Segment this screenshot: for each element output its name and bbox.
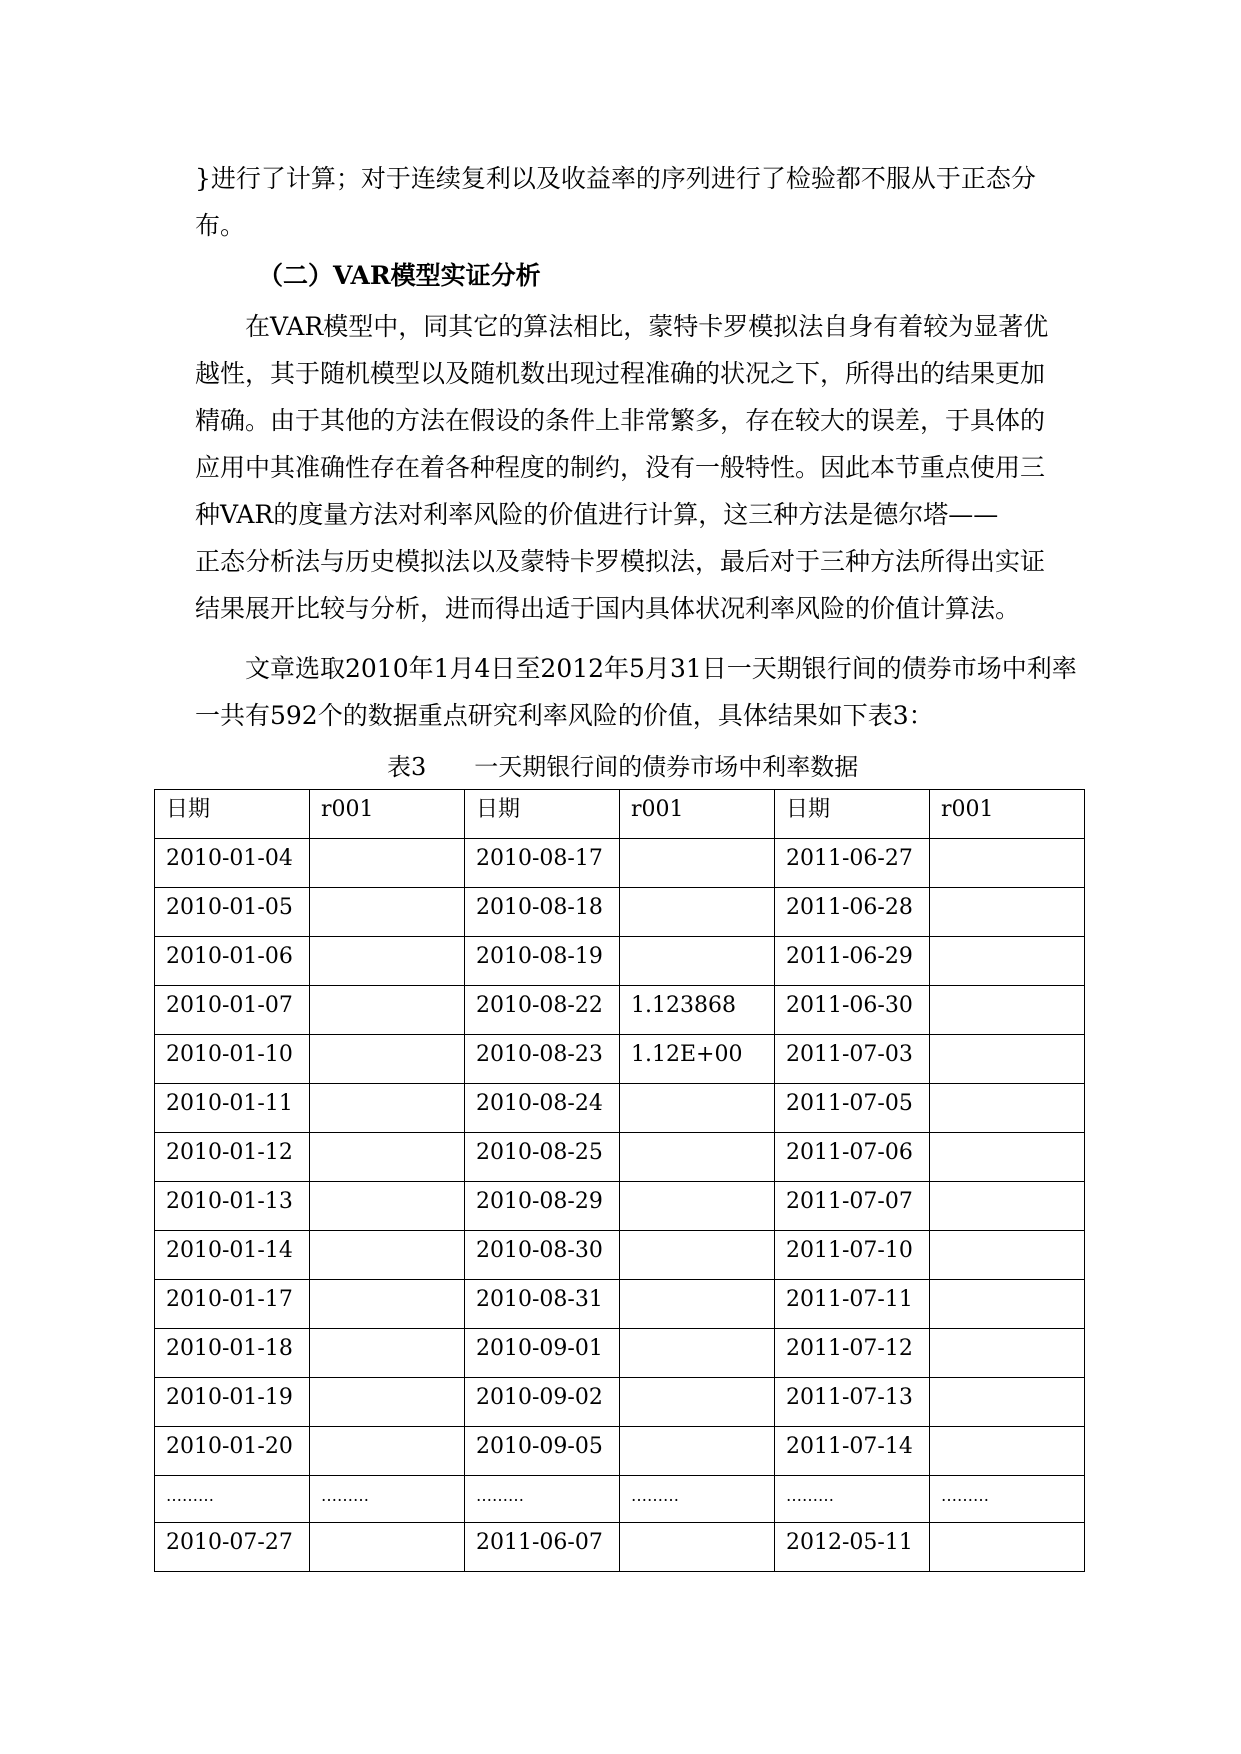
r001-cell <box>930 1035 1085 1084</box>
r001-cell <box>930 1182 1085 1231</box>
r001-cell <box>930 986 1085 1035</box>
date-cell: ……… <box>155 1476 310 1523</box>
paragraph-1 <box>195 155 1055 249</box>
r001-cell <box>930 839 1085 888</box>
r001-cell <box>620 888 775 937</box>
r001-cell <box>620 1378 775 1427</box>
section-heading: （二）VAR模型实证分析 <box>258 261 541 290</box>
date-cell: 2010-09-01 <box>465 1329 620 1378</box>
date-cell: 2010-08-29 <box>465 1182 620 1231</box>
r001-cell <box>310 1182 465 1231</box>
date-cell: 2010-01-13 <box>155 1182 310 1231</box>
date-cell: 2010-08-19 <box>465 937 620 986</box>
r001-cell <box>620 1427 775 1476</box>
header-cell: r001 <box>310 790 465 839</box>
interest-rate-table <box>154 789 1085 1572</box>
r001-cell <box>310 1084 465 1133</box>
r001-cell <box>310 1329 465 1378</box>
r001-cell <box>930 1523 1085 1572</box>
paragraph-line: 结果展开比较与分析，进而得出适于国内具体状况利率风险的价值计算法。 <box>195 594 1021 623</box>
date-cell: 2010-01-04 <box>155 839 310 888</box>
r001-cell <box>620 1182 775 1231</box>
table-row <box>155 937 1085 986</box>
table-row <box>155 1182 1085 1231</box>
r001-cell <box>310 1427 465 1476</box>
date-cell: 2011-07-14 <box>775 1427 930 1476</box>
paragraph-line: 正态分析法与历史模拟法以及蒙特卡罗模拟法，最后对于三种方法所得出实证 <box>195 547 1046 576</box>
r001-cell <box>930 1280 1085 1329</box>
table-row <box>155 1476 1085 1523</box>
date-cell: 2010-08-30 <box>465 1231 620 1280</box>
r001-cell <box>930 1427 1085 1476</box>
r001-cell <box>310 986 465 1035</box>
r001-cell <box>310 937 465 986</box>
r001-cell <box>310 839 465 888</box>
r001-cell <box>930 937 1085 986</box>
r001-cell <box>620 839 775 888</box>
table-row <box>155 1133 1085 1182</box>
table-row <box>155 986 1085 1035</box>
r001-cell <box>310 1231 465 1280</box>
date-cell: 2010-09-05 <box>465 1427 620 1476</box>
header-cell: 日期 <box>775 790 930 839</box>
date-cell: 2010-01-20 <box>155 1427 310 1476</box>
r001-cell <box>620 937 775 986</box>
date-cell: 2011-07-12 <box>775 1329 930 1378</box>
date-cell: 2011-07-07 <box>775 1182 930 1231</box>
paragraph-line: 应用中其准确性存在着各种程度的制约，没有一般特性。因此本节重点使用三 <box>195 453 1046 482</box>
r001-cell <box>930 1133 1085 1182</box>
r001-cell <box>930 1378 1085 1427</box>
table-row <box>155 1523 1085 1572</box>
r001-cell: ……… <box>620 1476 775 1523</box>
r001-cell <box>930 888 1085 937</box>
date-cell: 2010-08-23 <box>465 1035 620 1084</box>
date-cell: 2010-01-14 <box>155 1231 310 1280</box>
date-cell: 2010-01-05 <box>155 888 310 937</box>
table-header-row <box>155 790 1085 839</box>
date-cell: 2010-07-27 <box>155 1523 310 1572</box>
r001-cell: 1.123868 <box>620 986 775 1035</box>
r001-cell <box>620 1280 775 1329</box>
date-cell: ……… <box>465 1476 620 1523</box>
r001-cell <box>310 1133 465 1182</box>
r001-cell <box>930 1329 1085 1378</box>
paragraph-line: 种VAR的度量方法对利率风险的价值进行计算，这三种方法是德尔塔—— <box>195 500 999 529</box>
table-row <box>155 1329 1085 1378</box>
date-cell: 2011-07-11 <box>775 1280 930 1329</box>
header-cell: 日期 <box>155 790 310 839</box>
r001-cell <box>620 1133 775 1182</box>
date-cell: 2011-07-13 <box>775 1378 930 1427</box>
date-cell: 2010-01-07 <box>155 986 310 1035</box>
paragraph-3 <box>195 645 1077 739</box>
date-cell: 2010-01-11 <box>155 1084 310 1133</box>
r001-cell <box>620 1231 775 1280</box>
r001-cell <box>620 1523 775 1572</box>
paragraph-line: 精确。由于其他的方法在假设的条件上非常繁多，存在较大的误差，于具体的 <box>195 406 1046 435</box>
date-cell: 2010-01-10 <box>155 1035 310 1084</box>
paragraph-line: 一共有592个的数据重点研究利率风险的价值，具体结果如下表3： <box>195 701 934 730</box>
table-caption: 表3 一天期银行间的债券市场中利率数据 <box>387 753 859 781</box>
r001-cell <box>620 1084 775 1133</box>
paragraph-2 <box>195 303 1055 632</box>
date-cell: 2011-07-03 <box>775 1035 930 1084</box>
table-row <box>155 839 1085 888</box>
paragraph-line: 在VAR模型中，同其它的算法相比，蒙特卡罗模拟法自身有着较为显著优 <box>245 312 1049 341</box>
r001-cell <box>930 1231 1085 1280</box>
r001-cell <box>310 888 465 937</box>
date-cell: 2011-07-10 <box>775 1231 930 1280</box>
table-row <box>155 1378 1085 1427</box>
date-cell: 2010-08-31 <box>465 1280 620 1329</box>
r001-cell <box>310 1280 465 1329</box>
date-cell: 2010-08-25 <box>465 1133 620 1182</box>
table-row <box>155 888 1085 937</box>
r001-cell <box>310 1523 465 1572</box>
r001-cell <box>930 1084 1085 1133</box>
date-cell: 2011-06-29 <box>775 937 930 986</box>
date-cell: 2011-06-07 <box>465 1523 620 1572</box>
r001-cell <box>310 1035 465 1084</box>
paragraph-line: 越性，其于随机模型以及随机数出现过程准确的状况之下，所得出的结果更加 <box>195 359 1046 388</box>
date-cell: 2010-08-17 <box>465 839 620 888</box>
date-cell: 2011-06-27 <box>775 839 930 888</box>
table-row <box>155 1280 1085 1329</box>
header-cell: r001 <box>930 790 1085 839</box>
table-row <box>155 1427 1085 1476</box>
date-cell: 2010-01-12 <box>155 1133 310 1182</box>
paragraph-line: }进行了计算；对于连续复利以及收益率的序列进行了检验都不服从于正态分 <box>195 164 1036 193</box>
table-row <box>155 1035 1085 1084</box>
date-cell: 2010-01-06 <box>155 937 310 986</box>
r001-cell: 1.12E+00 <box>620 1035 775 1084</box>
table-row <box>155 1231 1085 1280</box>
date-cell: 2011-07-06 <box>775 1133 930 1182</box>
r001-cell: ……… <box>310 1476 465 1523</box>
date-cell: 2010-09-02 <box>465 1378 620 1427</box>
date-cell: 2010-01-18 <box>155 1329 310 1378</box>
paragraph-line: 布。 <box>195 211 246 240</box>
table-row <box>155 1084 1085 1133</box>
date-cell: ……… <box>775 1476 930 1523</box>
r001-cell: ……… <box>930 1476 1085 1523</box>
date-cell: 2011-06-30 <box>775 986 930 1035</box>
date-cell: 2010-08-18 <box>465 888 620 937</box>
date-cell: 2010-01-19 <box>155 1378 310 1427</box>
date-cell: 2010-01-17 <box>155 1280 310 1329</box>
r001-cell <box>620 1329 775 1378</box>
date-cell: 2010-08-22 <box>465 986 620 1035</box>
date-cell: 2010-08-24 <box>465 1084 620 1133</box>
paragraph-line: 文章选取2010年1月4日至2012年5月31日一天期银行间的债券市场中利率 <box>245 654 1077 683</box>
header-cell: 日期 <box>465 790 620 839</box>
header-cell: r001 <box>620 790 775 839</box>
date-cell: 2012-05-11 <box>775 1523 930 1572</box>
date-cell: 2011-07-05 <box>775 1084 930 1133</box>
date-cell: 2011-06-28 <box>775 888 930 937</box>
r001-cell <box>310 1378 465 1427</box>
